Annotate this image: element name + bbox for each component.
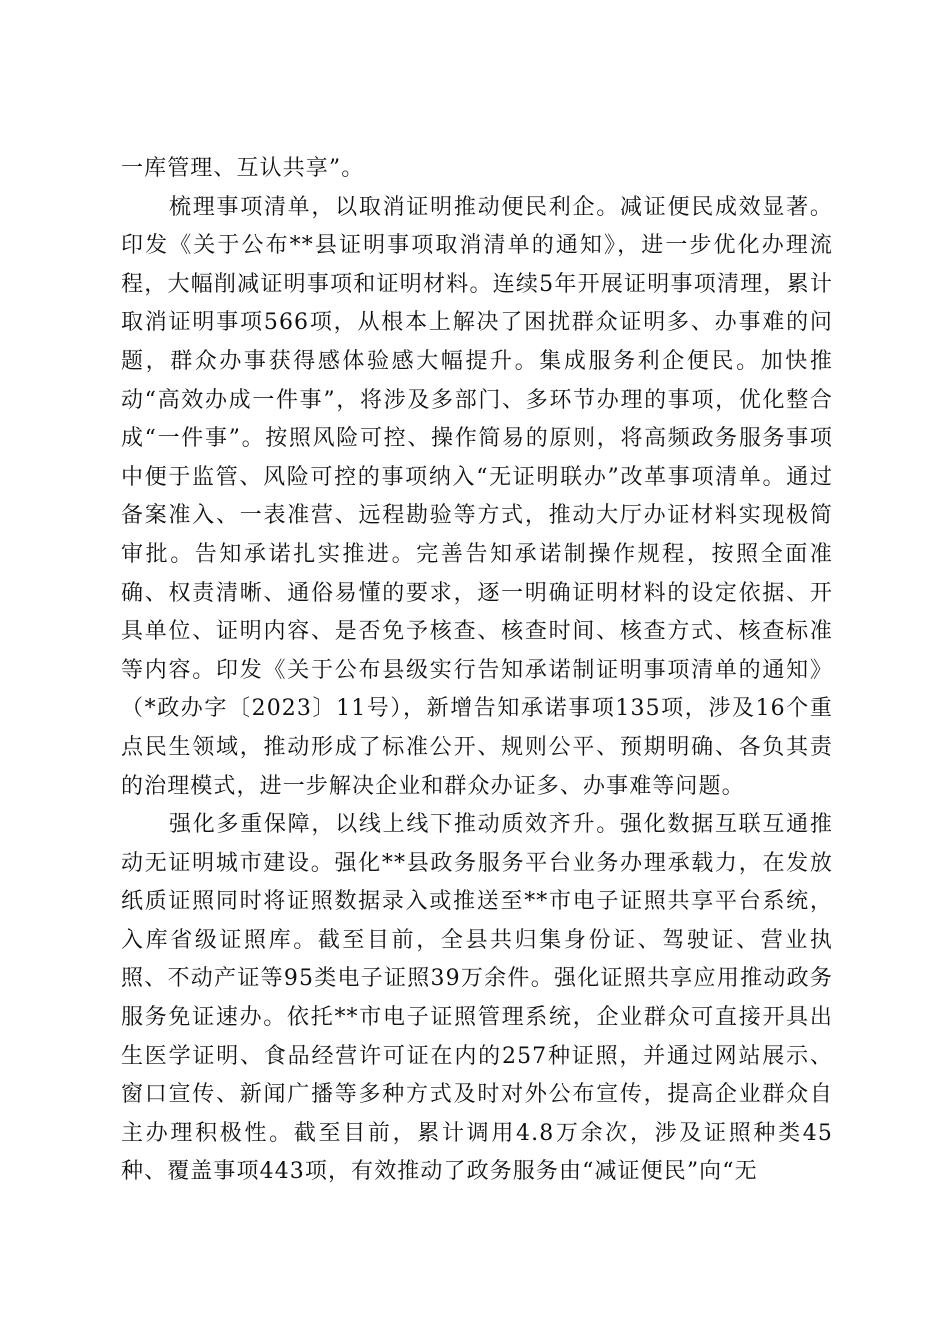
paragraph-continuation: 一库管理、互认共享”。 [121, 156, 365, 181]
document-body [121, 150, 833, 1192]
paragraph-online-offline: 强化多重保障，以线上线下推动质效齐升。强化数据互联互通推动无证明城市建设。强化**县政务服务平台业务办理承载力，在发放纸质证照同时将证照数据录入或推送至**市电子证照共享平台系统，入库省级证照库。截至目前，全县共归集身份证、驾驶证、营业执照、不动产证等95类电子证照39万余件。强化证照共享应用推动政务服务免证速办。依托**市电子证照管理系统，企业群众可直接开具出生医学证明、食品经营许可证在内的257种证照，并通过网站展示、窗口宣传、新闻广播等多种方式及时对外公布宣传，提高企业群众自主办理积极性。截至目前，累计调用4.8万余次，涉及证照种类45种、覆盖事项443项，有效推动了政务服务由“减证便民”向“无 [121, 812, 833, 1185]
paragraph-certificate-list: 梳理事项清单，以取消证明推动便民利企。减证便民成效显著。印发《关于公布**县证明事项取消清单的通知》，进一步优化办理流程，大幅削减证明事项和证明材料。连续5年开展证明事项清理，累计取消证明事项566项，从根本上解决了困扰群众证明多、办事难的问题，群众办事获得感体验感大幅提升。集成服务利企便民。加快推动“高效办成一件事”，将涉及多部门、多环节办理的事项，优化整合成“一件事”。按照风险可控、操作简易的原则，将高频政务服务事项中便于监管、风险可控的事项纳入“无证明联办”改革事项清单。通过备案准入、一表准营、远程勘验等方式，推动大厅办证材料实现极简审批。告知承诺扎实推进。完善告知承诺制操作规程，按照全面准确、权责清晰、通俗易懂的要求，逐一明确证明材料的设定依据、开具单位、证明内容、是否免予核查、核查时间、核查方式、核查标准等内容。印发《关于公布县级实行告知承诺制证明事项清单的通知》（*政办字〔2023〕11号），新增告知承诺事项135项，涉及16个重点民生领域，推动形成了标准公开、规则公平、预期明确、各负其责的治理模式，进一步解决企业和群众办证多、办事难等问题。 [121, 194, 833, 799]
